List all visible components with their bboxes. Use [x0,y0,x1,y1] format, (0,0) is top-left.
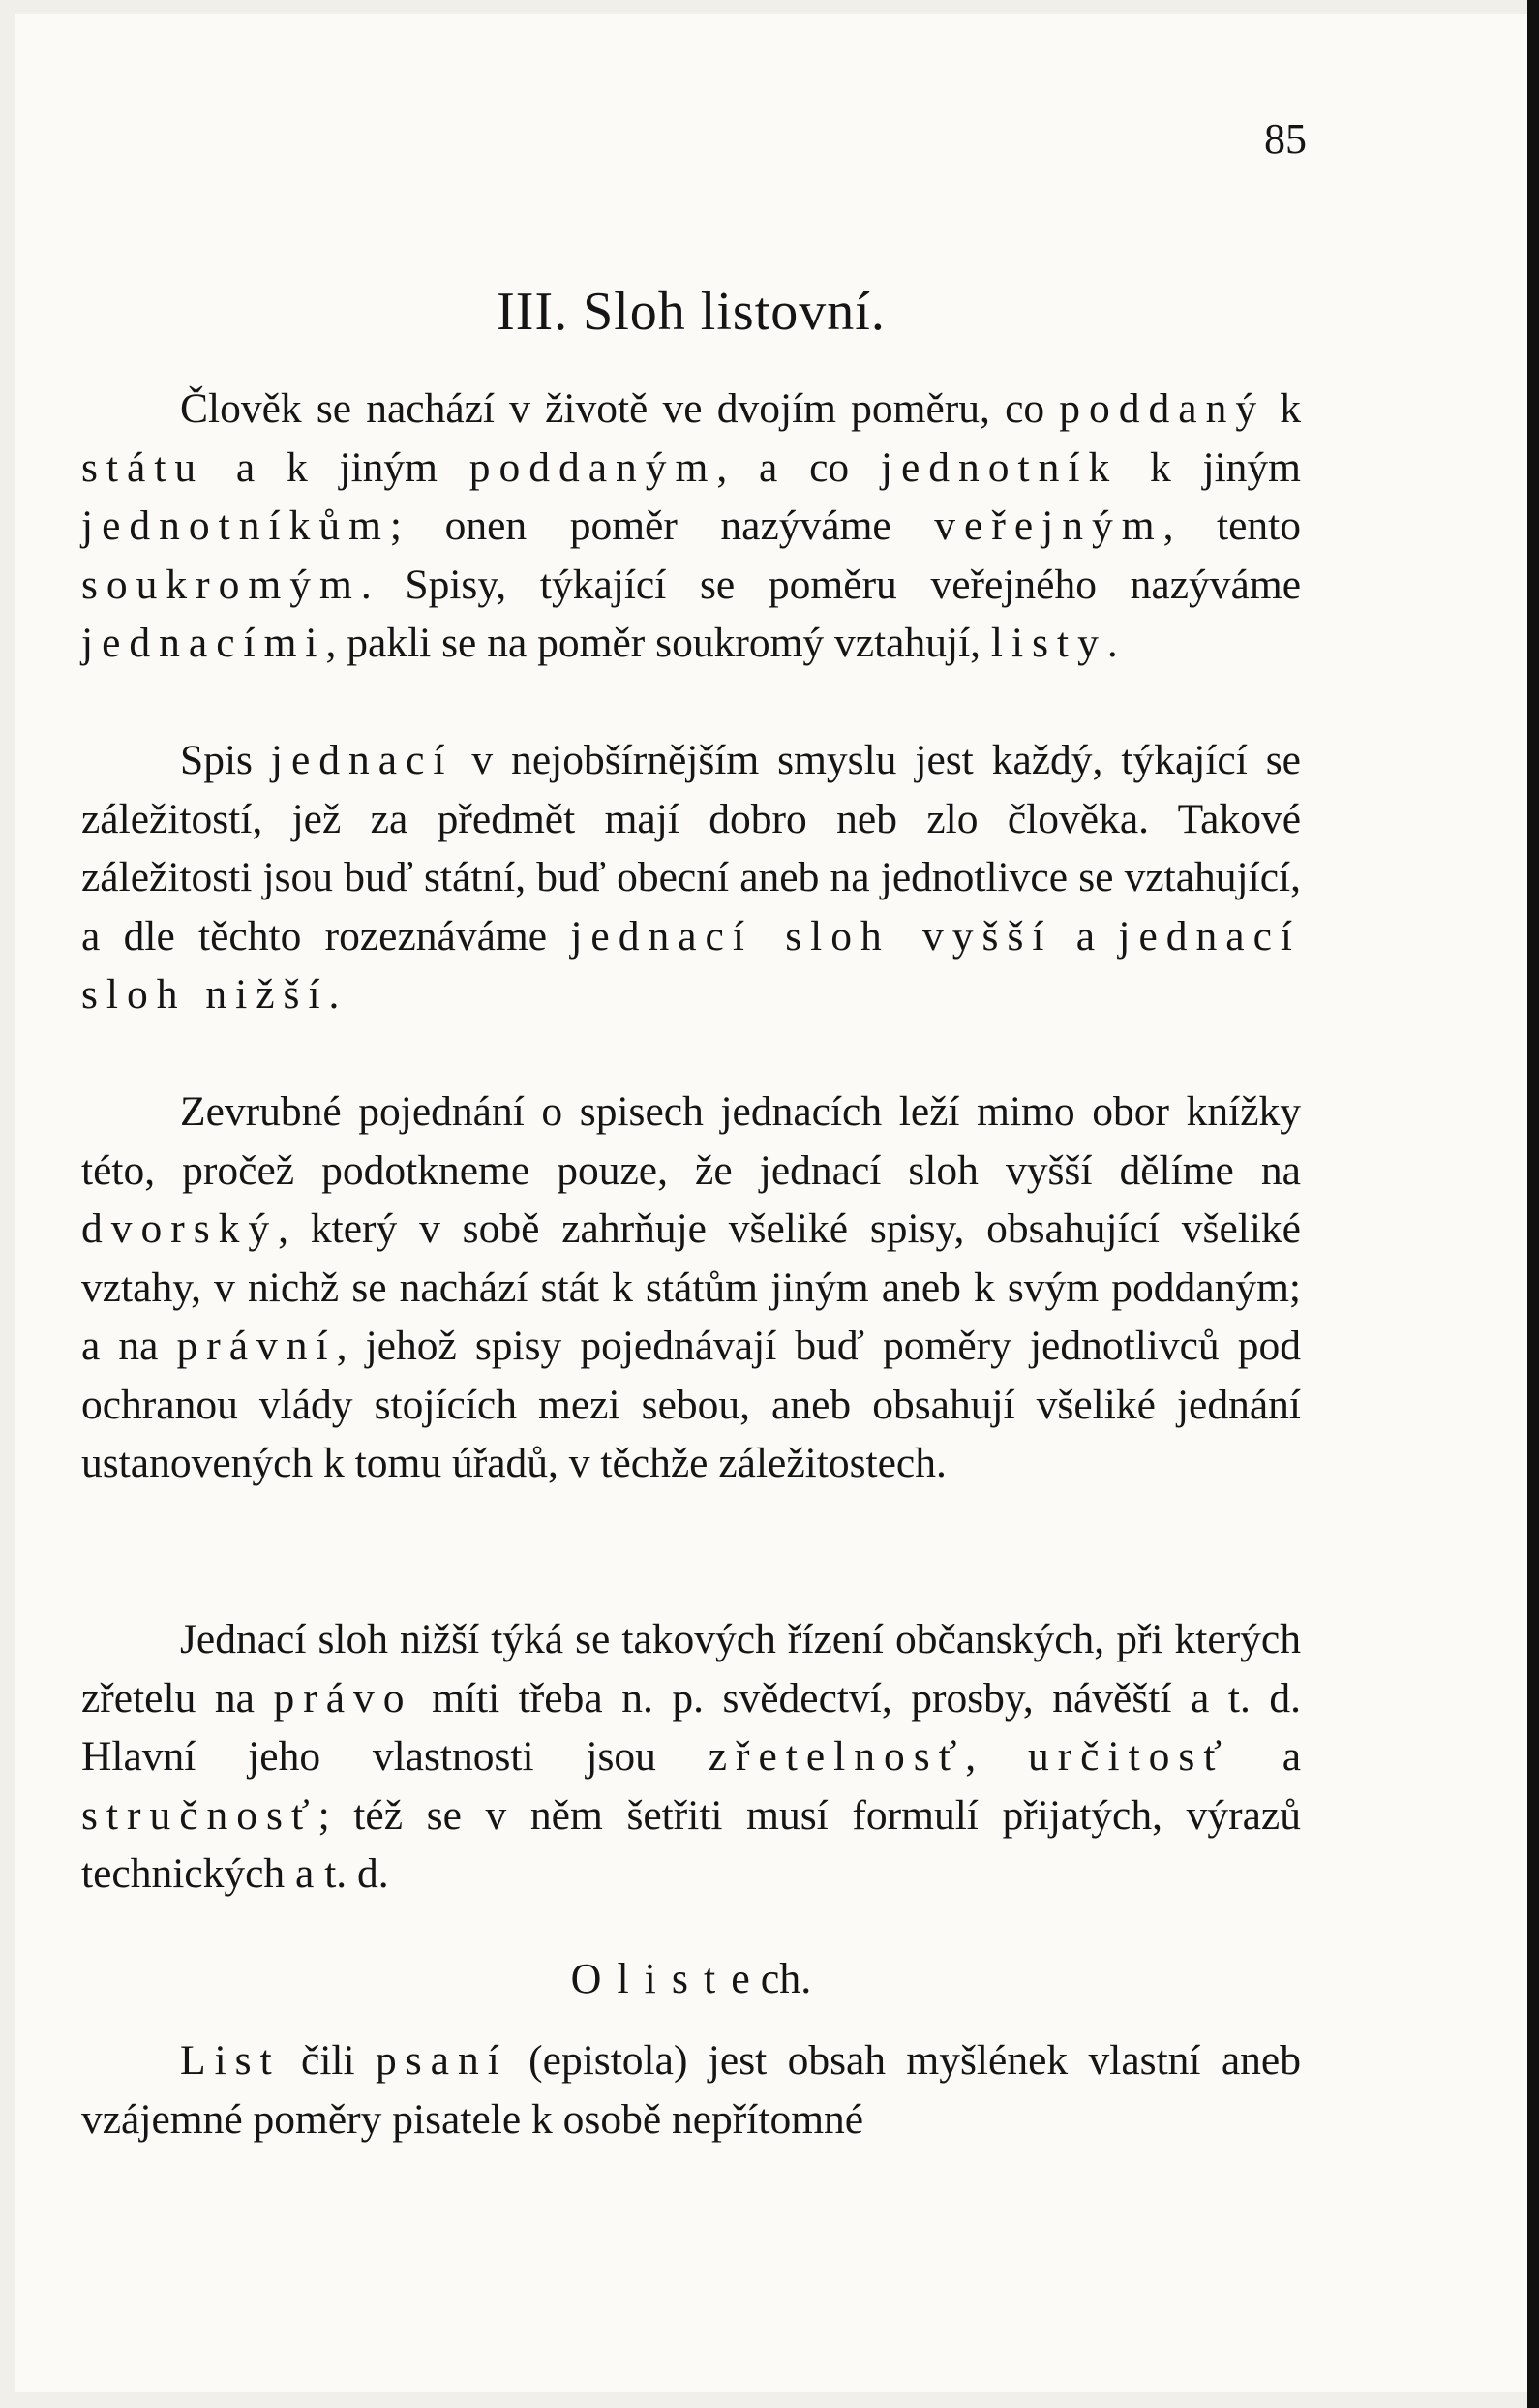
text-run: , a co [716,443,881,491]
spaced-emphasis: právo [273,1674,413,1722]
spaced-emphasis: jednotníkům [81,503,390,549]
text-run: ; onen poměr nazýváme [389,503,935,549]
text-run: Spis [180,737,271,783]
text-run: Zevrubné pojednání o spisech jednacích leží mimo obor knížky této, pročež podotkneme pouze, že jednací sloh vyšší dělíme na [81,1088,1301,1194]
section-heading [81,1954,1301,2003]
spaced-emphasis: jednací sloh vyšší [570,912,1053,960]
text-run: ; též se v něm šetřiti musí formulí přijatých, výrazů technických a t. d. [81,1791,1301,1897]
text-run: , který v sobě zahrňuje všeliké spisy, obsahující všeliké vztahy, v nichž se nachází stát k státům jiným aneb k svým poddaným; a na [81,1205,1301,1369]
text-run: Jednací sloh nižší týká se takových řízení občanských, při kterých zřetelu na [81,1616,1301,1722]
paragraph-4 [81,1610,1301,1904]
text-run: . [1106,620,1118,666]
spaced-emphasis: určitosť [1027,1733,1230,1780]
spaced-emphasis: psaní [375,2037,508,2084]
text-run: k [1265,385,1301,432]
paragraph-text [81,1082,1301,1493]
text-run: v nejobšírnějším smyslu jest každý, týkající se záležitostí, jež za předmět mají dobro neb zlo člověka. Takové záležitosti jsou buď státní, buď obecní aneb na jednotlivce se vztahující, a dle těchto rozeznáváme [81,737,1301,960]
paragraph-text [81,2031,1301,2149]
text-run: . Spisy, týkající se poměru veřejného nazýváme [360,561,1301,608]
spaced-emphasis: poddaný [1059,385,1266,432]
paragraph-text [81,731,1301,1024]
text-run: čili [280,2037,376,2084]
section-heading-rest: e ch. [731,1955,812,2002]
text-run: a [1229,1733,1302,1780]
spaced-emphasis: dvorský [81,1205,279,1252]
page-number: 85 [1264,115,1307,163]
text-run: , [965,1733,1028,1780]
paragraph-3 [81,1082,1301,1493]
spaced-emphasis: státu [81,443,205,491]
paragraph-text [81,380,1301,673]
text-run: k jiným [1118,443,1301,491]
spaced-emphasis: List [180,2037,281,2084]
spaced-emphasis: soukromým [81,561,361,608]
text-run: míti třeba n. p. svědectví, prosby, návěští a t. d. Hlavní jeho vlastnosti jsou [81,1674,1301,1780]
spaced-emphasis: stručnosť [81,1791,318,1839]
text-run: Člověk se nachází v životě ve dvojím poměru, co [180,385,1060,432]
spaced-emphasis: veřejným [934,503,1163,549]
text-run: (epistola) jest obsah myšlének vlastní aneb vzájemné poměry pisatele k osobě nepřítomné [81,2037,1301,2143]
spaced-emphasis: právní [176,1323,337,1369]
text-run: , jehož spisy pojednávají buď poměry jednotlivců pod ochranou vlády stojících mezi sebou, aneb obsahují všeliké jednání ustanovených k tomu úřadů, v těchže záležitostech. [81,1323,1301,1486]
paragraph-text [81,1610,1301,1904]
spaced-emphasis: poddaným [468,443,717,491]
text-run: a [1052,912,1119,960]
spaced-emphasis: zřetelnosť [708,1733,966,1780]
spaced-emphasis: listy [990,620,1107,666]
section-heading-spaced: Olist [570,1955,732,2002]
paragraph-2 [81,731,1301,1024]
text-run: , tento [1162,503,1301,549]
spaced-emphasis: jednací [270,737,454,783]
paragraph-5 [81,2031,1301,2149]
page-edge [1527,0,1539,2408]
chapter-title: III. Sloh listovní. [497,282,886,342]
spaced-emphasis: jednací sloh nižší [81,912,1301,1018]
paragraph-1 [81,380,1301,673]
spaced-emphasis: jednacími [81,620,326,666]
text-run: , pakli se na poměr soukromý vztahují, [325,620,991,666]
spaced-emphasis: jednotník [880,443,1119,491]
text-run: a k jiným [204,443,469,491]
text-run: . [328,971,340,1018]
